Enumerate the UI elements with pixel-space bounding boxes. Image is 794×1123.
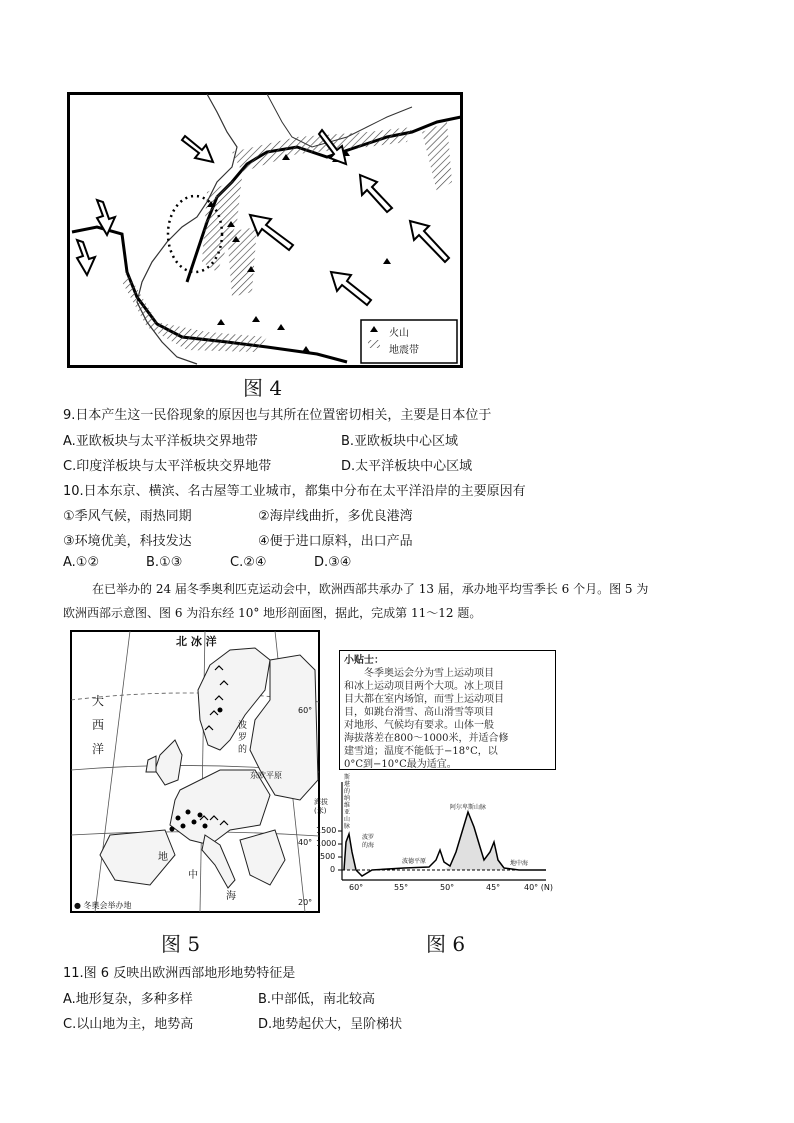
- figure-4-label: 图 4: [243, 376, 283, 400]
- arctic-ocean-label: 北 冰 洋: [176, 635, 217, 648]
- q10-option-a: A.①②: [63, 555, 100, 570]
- x-tick-50: 50°: [440, 883, 455, 892]
- question-11-stem: 11.图 6 反映出欧洲西部地形地势特征是: [63, 966, 296, 981]
- figure-4-map: [67, 92, 463, 368]
- figure-6-label: 图 6: [426, 932, 466, 956]
- mediterranean-label-1: 地: [158, 852, 168, 863]
- y-tick-500: 500: [320, 852, 336, 861]
- q11-option-d: D.地势起伏大，呈阶梯状: [258, 1017, 403, 1032]
- figure-6-profile: [314, 772, 554, 898]
- figure-6-tip-box: [339, 650, 556, 770]
- figure-5-label: 图 5: [161, 932, 201, 956]
- q10-item-1: ①季风气候，雨热同期: [63, 509, 192, 524]
- lat-40-label: 40°: [298, 838, 313, 847]
- annotation-scandinavian: 斯堪的纳维亚山脉: [344, 774, 351, 830]
- baltic-label-3: 的: [238, 745, 248, 755]
- legend-volcano-label: 火山: [389, 328, 409, 339]
- tip-line-8: 0°C到−10°C最为适宜。: [344, 759, 457, 770]
- q9-option-a: A.亚欧板块与太平洋板块交界地带: [63, 434, 258, 449]
- tip-line-5: 对地形、气候均有要求。山体一般: [344, 720, 494, 731]
- q9-option-c: C.印度洋板块与太平洋板块交界地带: [63, 459, 272, 474]
- q11-option-c: C.以山地为主，地势高: [63, 1017, 194, 1032]
- tip-title: 小贴士：: [344, 655, 384, 666]
- y-tick-1500: 1500: [316, 826, 337, 835]
- q9-option-b: B.亚欧板块中心区域: [341, 434, 459, 449]
- baltic-label-2: 罗: [238, 733, 248, 743]
- x-tick-60: 60°: [349, 883, 364, 892]
- passage-line-1: 在已举办的 24 届冬季奥利匹克运动会中，欧洲西部共承办了 13 届，承办地平均雪季长 6 个月。图 5 为: [92, 582, 649, 596]
- atlantic-label-2: 西: [92, 718, 105, 732]
- tip-line-2: 和冰上运动项目两个大项。冰上项目: [344, 681, 504, 692]
- annotation-polish-plain: 波德平原: [402, 858, 427, 865]
- tip-line-1: 冬季奥运会分为雪上运动项目: [364, 668, 494, 679]
- x-tick-40: 40° (N): [524, 883, 553, 892]
- tip-line-4: 目，如跳台滑雪、高山滑雪等项目: [344, 707, 494, 718]
- annotation-mediterranean: 地中海: [510, 860, 529, 867]
- tip-line-6: 海拔落差在800～1000米，并适合修: [344, 733, 509, 744]
- figure-5-map: [70, 630, 320, 913]
- y-tick-1000: 1000: [316, 839, 337, 848]
- host-legend: ● 冬奥会举办地: [74, 901, 132, 910]
- q11-option-b: B.中部低，南北较高: [258, 992, 376, 1007]
- q10-item-3: ③环境优美，科技发达: [63, 534, 192, 549]
- passage-line-2: 欧洲西部示意图、图 6 为沿东经 10° 地形剖面图，据此，完成第 11～12 题。: [63, 606, 482, 620]
- baltic-label-1: 波: [238, 721, 248, 731]
- question-9-stem: 9.日本产生这一民俗现象的原因也与其所在位置密切相关，主要是日本位于: [63, 408, 492, 423]
- east-europe-plain-label: 东欧平原: [250, 771, 282, 780]
- lat-60-label: 60°: [298, 706, 313, 715]
- q10-option-d: D.③④: [314, 555, 352, 570]
- q10-item-4: ④便于进口原料，出口产品: [258, 534, 413, 549]
- annotation-baltic: 波罗的海: [362, 834, 375, 849]
- q10-option-c: C.②④: [230, 555, 267, 570]
- atlantic-label-1: 大: [92, 694, 105, 708]
- tip-line-7: 建雪道；温度不能低于−18°C，以: [344, 746, 498, 757]
- q10-item-2: ②海岸线曲折，多优良港湾: [258, 509, 413, 524]
- q10-option-b: B.①③: [146, 555, 183, 570]
- legend-seismic-label: 地震带: [389, 345, 419, 356]
- mediterranean-label-3: 海: [226, 891, 236, 902]
- q11-option-a: A.地形复杂，多种多样: [63, 992, 193, 1007]
- y-axis-label: 海拔(米): [314, 798, 328, 815]
- tip-line-3: 目大都在室内场馆，而雪上运动项目: [344, 694, 504, 705]
- atlantic-label-3: 洋: [92, 742, 105, 756]
- lon-20-label: 20°: [298, 898, 313, 907]
- y-tick-0: 0: [330, 865, 336, 874]
- x-tick-45: 45°: [486, 883, 501, 892]
- x-tick-55: 55°: [394, 883, 409, 892]
- annotation-alps: 阿尔卑斯山脉: [450, 804, 487, 811]
- q9-option-d: D.太平洋板块中心区域: [341, 459, 473, 474]
- question-10-stem: 10.日本东京、横滨、名古屋等工业城市，都集中分布在太平洋沿岸的主要原因有: [63, 484, 526, 499]
- mediterranean-label-2: 中: [188, 870, 198, 881]
